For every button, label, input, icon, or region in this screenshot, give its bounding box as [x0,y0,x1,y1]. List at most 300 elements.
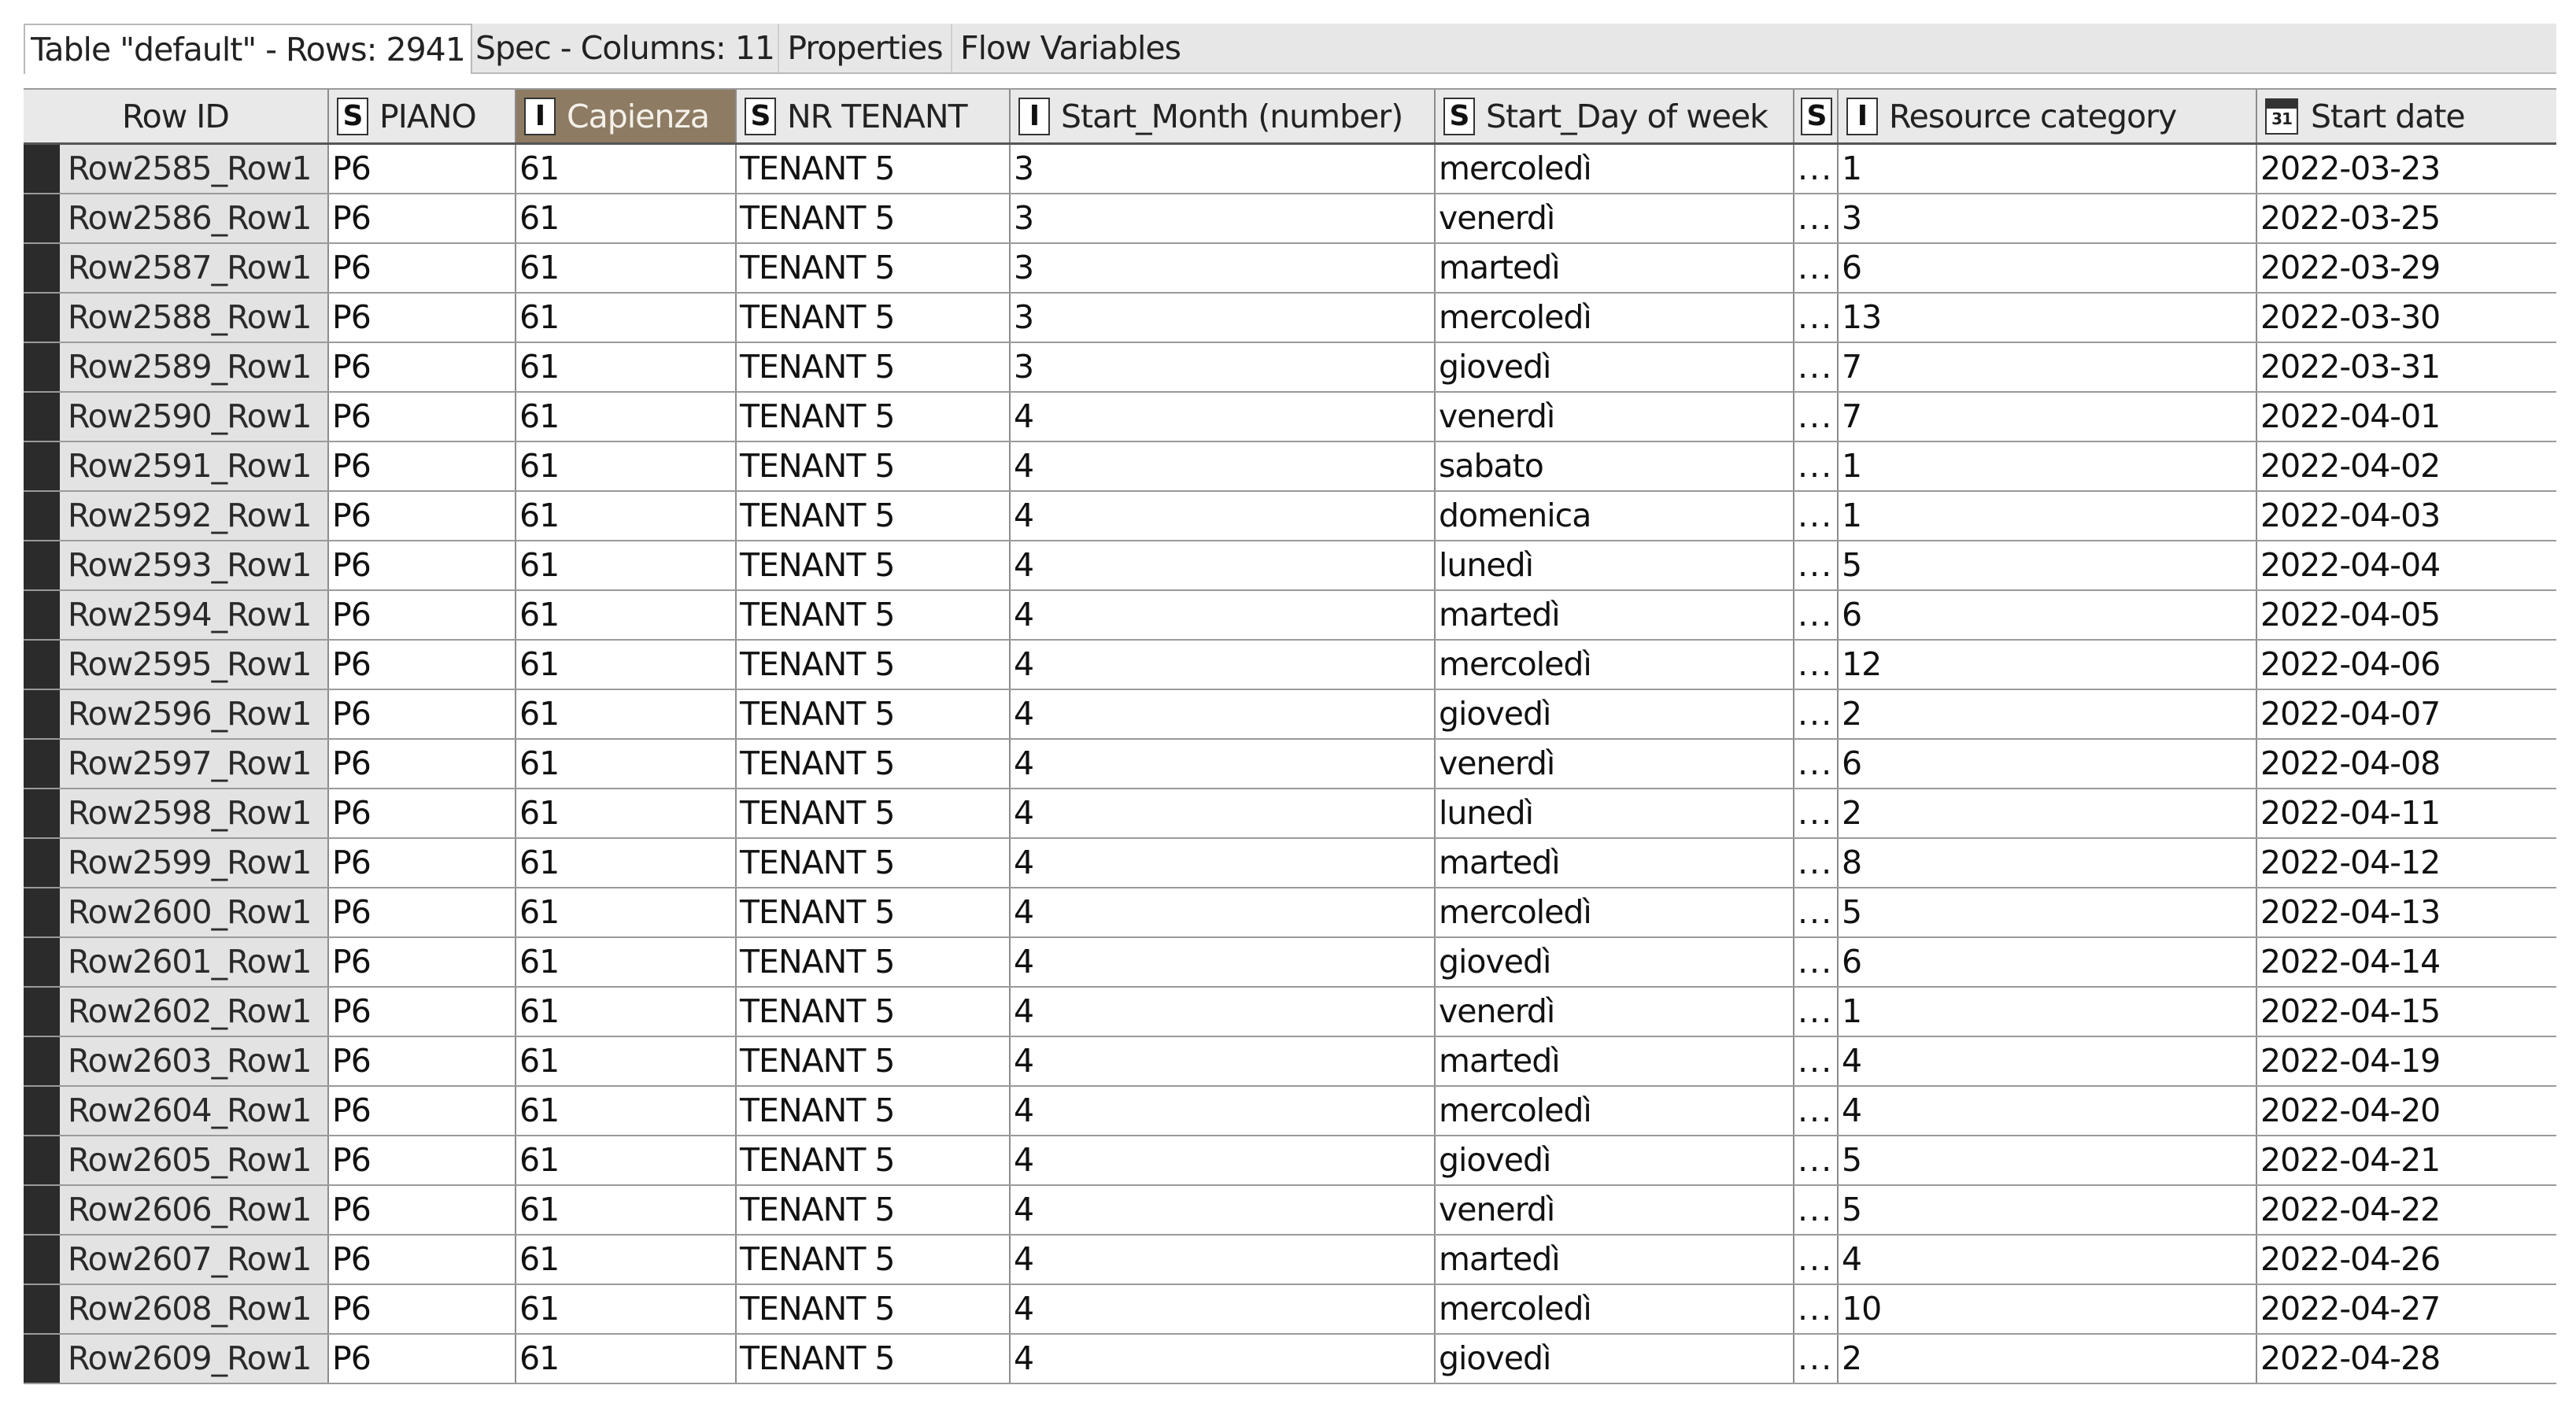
cell-piano[interactable]: P6 [329,1335,516,1383]
cell-start-day-of-week[interactable]: venerdì [1436,393,1794,441]
table-row[interactable] [24,393,2556,442]
cell-collapsed[interactable]: ... [1794,1186,1839,1234]
cell-start-month[interactable]: 4 [1011,1136,1436,1184]
cell-piano[interactable]: P6 [329,1136,516,1184]
cell-capienza[interactable]: 61 [516,1335,737,1383]
cell-nr-tenant[interactable]: TENANT 5 [737,492,1011,540]
cell-capienza[interactable]: 61 [516,641,737,689]
cell-resource-category[interactable]: 1 [1839,442,2257,490]
cell-start-date[interactable]: 2022-04-26 [2260,1240,2441,1278]
cell-capienza[interactable]: 61 [516,988,737,1036]
cell-row-id[interactable]: Row2602_Row1 [60,988,329,1036]
cell-nr-tenant[interactable]: TENANT 5 [737,591,1011,639]
cell-start-day-of-week[interactable]: venerdì [1436,740,1794,788]
cell-row-id[interactable]: Row2609_Row1 [60,1335,329,1383]
cell-nr-tenant[interactable]: TENANT 5 [737,888,1011,936]
cell-start-date[interactable]: 2022-03-23 [2260,150,2441,187]
cell-collapsed[interactable]: ... [1794,1087,1839,1135]
cell-start-day-of-week[interactable]: giovedì [1436,690,1794,738]
cell-collapsed[interactable]: ... [1794,591,1839,639]
cell-start-day-of-week[interactable]: mercoledì [1436,888,1794,936]
cell-nr-tenant[interactable]: TENANT 5 [737,393,1011,441]
cell-start-day-of-week[interactable]: venerdì [1436,988,1794,1036]
row-color-marker [24,244,60,292]
cell-piano[interactable]: P6 [329,393,516,441]
cell-capienza[interactable]: 61 [516,1087,737,1135]
cell-start-date[interactable]: 2022-04-19 [2260,1042,2441,1080]
cell-resource-category[interactable]: 10 [1839,1285,2257,1333]
cell-nr-tenant[interactable]: TENANT 5 [737,839,1011,887]
cell-capienza[interactable]: 61 [516,145,737,193]
table-header [24,88,2556,145]
cell-piano[interactable]: P6 [329,1285,516,1333]
cell-resource-category[interactable]: 5 [1839,541,2257,589]
cell-resource-category[interactable]: 1 [1839,145,2257,193]
cell-start-date[interactable]: 2022-04-04 [2260,546,2441,584]
cell-row-id[interactable]: Row2595_Row1 [60,641,329,689]
table-row[interactable] [24,1285,2556,1335]
cell-piano[interactable]: P6 [329,1186,516,1234]
cell-start-day-of-week[interactable]: venerdì [1436,1186,1794,1234]
table-row[interactable] [24,541,2556,591]
cell-start-day-of-week[interactable]: sabato [1436,442,1794,490]
cell-start-date[interactable]: 2022-04-20 [2260,1091,2441,1129]
cell-resource-category[interactable]: 4 [1839,1037,2257,1085]
cell-nr-tenant[interactable]: TENANT 5 [737,1136,1011,1184]
cell-collapsed[interactable]: ... [1794,789,1839,837]
cell-resource-category[interactable]: 2 [1839,690,2257,738]
cell-collapsed[interactable]: ... [1794,1285,1839,1333]
cell-start-date[interactable]: 2022-04-11 [2260,794,2441,832]
row-color-marker [24,1136,60,1184]
cell-capienza[interactable]: 61 [516,938,737,986]
cell-capienza[interactable]: 61 [516,888,737,936]
cell-start-month[interactable]: 4 [1011,938,1436,986]
cell-start-month[interactable]: 4 [1011,1037,1436,1085]
cell-piano[interactable]: P6 [329,541,516,589]
cell-start-date[interactable]: 2022-03-30 [2260,298,2441,336]
cell-resource-category[interactable]: 6 [1839,938,2257,986]
cell-nr-tenant[interactable]: TENANT 5 [737,938,1011,986]
table-row[interactable] [24,641,2556,690]
table-row[interactable] [24,1186,2556,1236]
row-color-marker [24,1186,60,1234]
cell-collapsed[interactable]: ... [1794,690,1839,738]
table-row[interactable] [24,1136,2556,1186]
cell-capienza[interactable]: 61 [516,1285,737,1333]
table-row[interactable] [24,789,2556,839]
row-color-marker [24,1087,60,1135]
cell-piano[interactable]: P6 [329,839,516,887]
cell-nr-tenant[interactable]: TENANT 5 [737,740,1011,788]
tab-flow-variables[interactable]: Flow Variables [960,29,1181,67]
cell-collapsed[interactable]: ... [1794,492,1839,540]
cell-capienza[interactable]: 61 [516,1236,737,1284]
row-color-marker [24,145,60,193]
cell-collapsed[interactable]: ... [1794,244,1839,292]
integer-type-icon: I [524,98,556,135]
cell-start-month[interactable]: 4 [1011,789,1436,837]
cell-row-id[interactable]: Row2607_Row1 [60,1236,329,1284]
cell-row-id[interactable]: Row2593_Row1 [60,541,329,589]
cell-start-month[interactable]: 3 [1011,194,1436,242]
row-color-marker [24,294,60,342]
cell-start-day-of-week[interactable]: giovedì [1436,1136,1794,1184]
tab-table-default[interactable]: Table "default" - Rows: 2941 [24,24,472,74]
cell-nr-tenant[interactable]: TENANT 5 [737,690,1011,738]
table-row[interactable] [24,1236,2556,1285]
row-color-marker [24,591,60,639]
cell-start-month[interactable]: 4 [1011,690,1436,738]
table-row[interactable] [24,442,2556,492]
cell-nr-tenant[interactable]: TENANT 5 [737,988,1011,1036]
cell-start-month[interactable]: 4 [1011,541,1436,589]
cell-piano[interactable]: P6 [329,888,516,936]
cell-start-date[interactable]: 2022-04-28 [2260,1339,2441,1377]
table-row[interactable] [24,591,2556,641]
table-row[interactable] [24,690,2556,740]
cell-collapsed[interactable]: ... [1794,294,1839,342]
cell-resource-category[interactable]: 7 [1839,393,2257,441]
cell-resource-category[interactable]: 6 [1839,740,2257,788]
column-header-start-day-of-week[interactable] [1436,90,1794,142]
cell-start-day-of-week[interactable]: giovedì [1436,1335,1794,1383]
cell-capienza[interactable]: 61 [516,591,737,639]
cell-start-month[interactable]: 3 [1011,145,1436,193]
cell-piano[interactable]: P6 [329,938,516,986]
cell-resource-category[interactable]: 3 [1839,194,2257,242]
cell-resource-category[interactable]: 13 [1839,294,2257,342]
cell-piano[interactable]: P6 [329,641,516,689]
table-row[interactable] [24,244,2556,294]
cell-capienza[interactable]: 61 [516,343,737,391]
row-color-marker [24,492,60,540]
cell-capienza[interactable]: 61 [516,740,737,788]
row-color-marker [24,740,60,788]
cell-row-id[interactable]: Row2594_Row1 [60,591,329,639]
cell-resource-category[interactable]: 1 [1839,492,2257,540]
cell-start-month[interactable]: 4 [1011,1335,1436,1383]
cell-nr-tenant[interactable]: TENANT 5 [737,641,1011,689]
cell-start-month[interactable]: 3 [1011,294,1436,342]
tab-bar [24,24,2556,74]
cell-capienza[interactable]: 61 [516,839,737,887]
column-header-start-date[interactable] [2257,90,2556,142]
cell-collapsed[interactable]: ... [1794,1037,1839,1085]
cell-capienza[interactable]: 61 [516,442,737,490]
row-color-marker [24,1285,60,1333]
integer-type-icon: I [1018,98,1050,135]
cell-resource-category[interactable]: 4 [1839,1236,2257,1284]
table-row[interactable] [24,294,2556,343]
cell-row-id[interactable]: Row2590_Row1 [60,393,329,441]
column-header-resource-category[interactable] [1839,90,2257,142]
cell-row-id[interactable]: Row2591_Row1 [60,442,329,490]
cell-capienza[interactable]: 61 [516,393,737,441]
cell-piano[interactable]: P6 [329,690,516,738]
cell-nr-tenant[interactable]: TENANT 5 [737,1285,1011,1333]
column-label: Start_Day of week [1486,97,1768,135]
table-row[interactable] [24,1335,2556,1384]
cell-collapsed[interactable]: ... [1794,1335,1839,1383]
cell-capienza[interactable]: 61 [516,492,737,540]
cell-start-day-of-week[interactable]: martedì [1436,591,1794,639]
cell-nr-tenant[interactable]: TENANT 5 [737,244,1011,292]
cell-nr-tenant[interactable]: TENANT 5 [737,1335,1011,1383]
string-type-icon: S [745,98,776,135]
cell-row-id[interactable]: Row2599_Row1 [60,839,329,887]
column-header-capienza[interactable] [516,90,737,142]
cell-start-date[interactable]: 2022-03-29 [2260,249,2441,286]
column-header-nr-tenant[interactable] [737,90,1011,142]
cell-resource-category[interactable]: 8 [1839,839,2257,887]
cell-capienza[interactable]: 61 [516,690,737,738]
cell-row-id[interactable]: Row2589_Row1 [60,343,329,391]
cell-collapsed[interactable]: ... [1794,988,1839,1036]
cell-row-id[interactable]: Row2604_Row1 [60,1087,329,1135]
cell-piano[interactable]: P6 [329,442,516,490]
column-header-start-month[interactable] [1011,90,1436,142]
cell-row-id[interactable]: Row2586_Row1 [60,194,329,242]
cell-collapsed[interactable]: ... [1794,1136,1839,1184]
cell-start-month[interactable]: 4 [1011,988,1436,1036]
cell-start-date[interactable]: 2022-03-31 [2260,348,2441,386]
cell-nr-tenant[interactable]: TENANT 5 [737,1087,1011,1135]
cell-piano[interactable]: P6 [329,1236,516,1284]
cell-row-id[interactable]: Row2596_Row1 [60,690,329,738]
table-row[interactable] [24,1087,2556,1136]
table-row[interactable] [24,888,2556,938]
cell-start-day-of-week[interactable]: giovedì [1436,343,1794,391]
cell-nr-tenant[interactable]: TENANT 5 [737,442,1011,490]
cell-collapsed[interactable]: ... [1794,938,1839,986]
row-color-marker [24,690,60,738]
cell-capienza[interactable]: 61 [516,541,737,589]
cell-piano[interactable]: P6 [329,591,516,639]
tab-properties[interactable]: Properties [779,24,952,72]
cell-start-day-of-week[interactable]: mercoledì [1436,1087,1794,1135]
cell-start-date[interactable]: 2022-04-02 [2260,447,2441,485]
cell-start-day-of-week[interactable]: mercoledì [1436,294,1794,342]
column-label: Start_Month (number) [1061,97,1403,135]
cell-piano[interactable]: P6 [329,988,516,1036]
row-color-marker [24,839,60,887]
cell-collapsed[interactable]: ... [1794,541,1839,589]
cell-collapsed[interactable]: ... [1794,145,1839,193]
cell-nr-tenant[interactable]: TENANT 5 [737,145,1011,193]
cell-start-month[interactable]: 3 [1011,244,1436,292]
cell-resource-category[interactable]: 6 [1839,244,2257,292]
cell-piano[interactable]: P6 [329,1037,516,1085]
table-body [24,145,2556,1384]
tab-spec[interactable]: Spec - Columns: 11 [472,24,779,72]
cell-nr-tenant[interactable]: TENANT 5 [737,294,1011,342]
cell-start-date[interactable]: 2022-04-01 [2260,397,2441,435]
row-color-marker [24,641,60,689]
string-type-icon: S [1801,98,1832,135]
row-color-marker [24,888,60,936]
cell-row-id[interactable]: Row2601_Row1 [60,938,329,986]
cell-resource-category[interactable]: 5 [1839,888,2257,936]
cell-start-date[interactable]: 2022-04-06 [2260,645,2441,683]
table-row[interactable] [24,938,2556,988]
cell-collapsed[interactable]: ... [1794,194,1839,242]
cell-nr-tenant[interactable]: TENANT 5 [737,1037,1011,1085]
column-label: Start date [2311,97,2465,135]
cell-start-date[interactable]: 2022-04-05 [2260,596,2441,633]
cell-start-month[interactable]: 4 [1011,492,1436,540]
table-row[interactable] [24,194,2556,244]
row-color-marker [24,789,60,837]
cell-piano[interactable]: P6 [329,294,516,342]
cell-start-month[interactable]: 4 [1011,1236,1436,1284]
cell-row-id[interactable]: Row2606_Row1 [60,1186,329,1234]
cell-row-id[interactable]: Row2585_Row1 [60,145,329,193]
table-view [24,24,2556,1397]
cell-collapsed[interactable]: ... [1794,839,1839,887]
cell-nr-tenant[interactable]: TENANT 5 [737,1236,1011,1284]
column-label: Row ID [122,97,229,135]
row-color-marker [24,988,60,1036]
cell-capienza[interactable]: 61 [516,294,737,342]
cell-start-date[interactable]: 2022-04-13 [2260,893,2441,931]
cell-collapsed[interactable]: ... [1794,343,1839,391]
cell-piano[interactable]: P6 [329,740,516,788]
cell-collapsed[interactable]: ... [1794,641,1839,689]
cell-collapsed[interactable]: ... [1794,1236,1839,1284]
column-label: Capienza [567,97,710,135]
cell-start-month[interactable]: 3 [1011,343,1436,391]
table-row[interactable] [24,839,2556,888]
cell-resource-category[interactable]: 2 [1839,1335,2257,1383]
row-color-marker [24,1236,60,1284]
row-color-marker [24,1335,60,1383]
cell-resource-category[interactable]: 6 [1839,591,2257,639]
table-row[interactable] [24,343,2556,393]
column-label: NR TENANT [787,97,967,135]
cell-resource-category[interactable]: 4 [1839,1087,2257,1135]
cell-collapsed[interactable]: ... [1794,888,1839,936]
cell-piano[interactable]: P6 [329,492,516,540]
column-header-piano[interactable] [329,90,516,142]
table-row[interactable] [24,740,2556,789]
cell-capienza[interactable]: 61 [516,1037,737,1085]
cell-row-id[interactable]: Row2587_Row1 [60,244,329,292]
cell-start-date[interactable]: 2022-04-15 [2260,992,2441,1030]
cell-start-date[interactable]: 2022-04-12 [2260,844,2441,881]
cell-row-id[interactable]: Row2603_Row1 [60,1037,329,1085]
cell-start-date[interactable]: 2022-03-25 [2260,199,2441,237]
string-type-icon: S [1443,98,1475,135]
column-header-collapsed[interactable] [1794,90,1839,142]
table-row[interactable] [24,988,2556,1037]
cell-row-id[interactable]: Row2597_Row1 [60,740,329,788]
cell-piano[interactable]: P6 [329,789,516,837]
cell-row-id[interactable]: Row2608_Row1 [60,1285,329,1333]
cell-resource-category[interactable]: 12 [1839,641,2257,689]
cell-start-date[interactable]: 2022-04-21 [2260,1141,2441,1179]
cell-nr-tenant[interactable]: TENANT 5 [737,343,1011,391]
cell-start-day-of-week[interactable]: mercoledì [1436,641,1794,689]
cell-piano[interactable]: P6 [329,244,516,292]
cell-start-month[interactable]: 4 [1011,393,1436,441]
cell-row-id[interactable]: Row2598_Row1 [60,789,329,837]
cell-nr-tenant[interactable]: TENANT 5 [737,1186,1011,1234]
cell-piano[interactable]: P6 [329,145,516,193]
cell-row-id[interactable]: Row2600_Row1 [60,888,329,936]
cell-start-month[interactable]: 4 [1011,1087,1436,1135]
row-color-marker [24,442,60,490]
cell-start-month[interactable]: 4 [1011,641,1436,689]
cell-resource-category[interactable]: 7 [1839,343,2257,391]
cell-collapsed[interactable]: ... [1794,393,1839,441]
cell-start-date[interactable]: 2022-04-27 [2260,1290,2441,1328]
cell-start-day-of-week[interactable]: giovedì [1436,938,1794,986]
integer-type-icon: I [1846,98,1878,135]
cell-start-day-of-week[interactable]: martedì [1436,244,1794,292]
cell-row-id[interactable]: Row2605_Row1 [60,1136,329,1184]
cell-resource-category[interactable]: 5 [1839,1136,2257,1184]
cell-start-month[interactable]: 4 [1011,839,1436,887]
cell-start-day-of-week[interactable]: martedì [1436,1037,1794,1085]
cell-nr-tenant[interactable]: TENANT 5 [737,789,1011,837]
cell-start-month[interactable]: 4 [1011,888,1436,936]
cell-piano[interactable]: P6 [329,1087,516,1135]
cell-capienza[interactable]: 61 [516,789,737,837]
cell-start-day-of-week[interactable]: mercoledì [1436,1285,1794,1333]
calendar-icon: 31 [2265,98,2298,135]
table-row[interactable] [24,492,2556,541]
row-color-marker [24,1037,60,1085]
cell-start-month[interactable]: 4 [1011,1285,1436,1333]
cell-start-day-of-week[interactable]: lunedì [1436,789,1794,837]
cell-start-month[interactable]: 4 [1011,740,1436,788]
cell-collapsed[interactable]: ... [1794,740,1839,788]
cell-resource-category[interactable]: 1 [1839,988,2257,1036]
cell-capienza[interactable]: 61 [516,194,737,242]
cell-start-month[interactable]: 4 [1011,442,1436,490]
cell-resource-category[interactable]: 5 [1839,1186,2257,1234]
cell-row-id[interactable]: Row2588_Row1 [60,294,329,342]
table-row[interactable] [24,145,2556,194]
cell-start-date[interactable]: 2022-04-03 [2260,497,2441,534]
cell-nr-tenant[interactable]: TENANT 5 [737,541,1011,589]
cell-piano[interactable]: P6 [329,194,516,242]
cell-start-day-of-week[interactable]: lunedì [1436,541,1794,589]
cell-capienza[interactable]: 61 [516,1186,737,1234]
cell-capienza[interactable]: 61 [516,244,737,292]
cell-start-date[interactable]: 2022-04-07 [2260,695,2441,733]
cell-row-id[interactable]: Row2592_Row1 [60,492,329,540]
cell-start-date[interactable]: 2022-04-14 [2260,943,2441,981]
cell-start-day-of-week[interactable]: mercoledì [1436,145,1794,193]
cell-start-day-of-week[interactable]: martedì [1436,839,1794,887]
table-row[interactable] [24,1037,2556,1087]
cell-capienza[interactable]: 61 [516,1136,737,1184]
cell-start-day-of-week[interactable]: venerdì [1436,194,1794,242]
cell-start-day-of-week[interactable]: martedì [1436,1236,1794,1284]
cell-start-date[interactable]: 2022-04-08 [2260,744,2441,782]
cell-piano[interactable]: P6 [329,343,516,391]
cell-start-month[interactable]: 4 [1011,591,1436,639]
column-header-row-id[interactable] [24,90,329,142]
cell-resource-category[interactable]: 2 [1839,789,2257,837]
cell-start-month[interactable]: 4 [1011,1186,1436,1234]
cell-start-date[interactable]: 2022-04-22 [2260,1191,2441,1228]
cell-collapsed[interactable]: ... [1794,442,1839,490]
cell-nr-tenant[interactable]: TENANT 5 [737,194,1011,242]
cell-start-day-of-week[interactable]: domenica [1436,492,1794,540]
